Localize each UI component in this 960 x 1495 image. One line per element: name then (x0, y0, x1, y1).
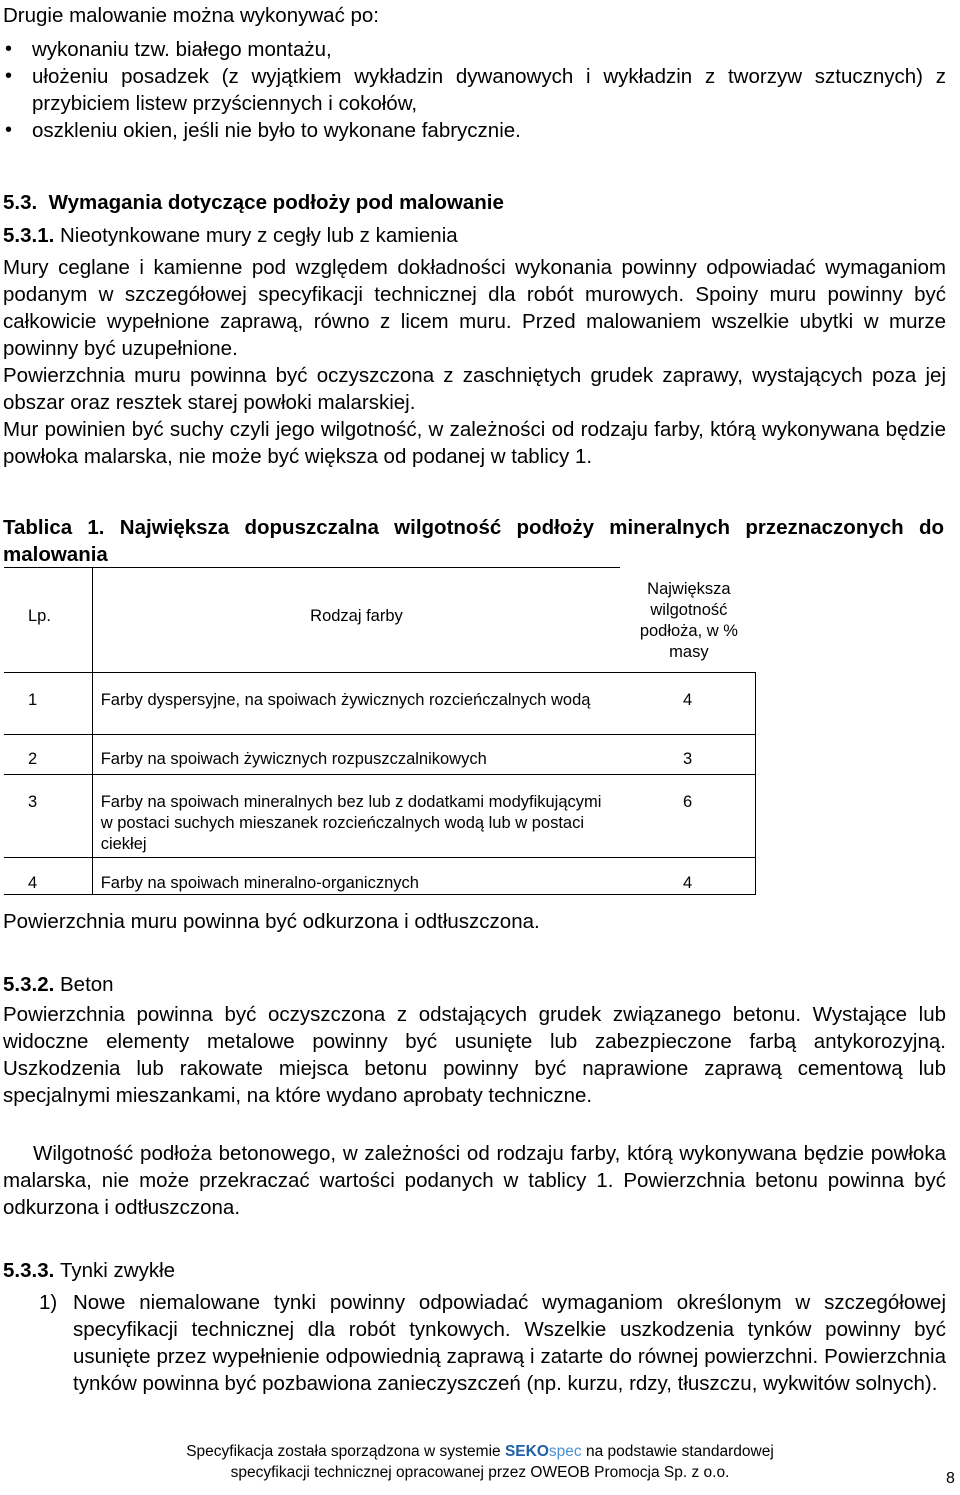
intro-text: Drugie malowanie można wykonywać po: (3, 4, 380, 27)
section-number: 5.3.2. (3, 973, 55, 996)
footer-line-2: specyfikacji technicznej opracowanej przez OWEOB Promocja Sp. z o.o. (230, 1464, 730, 1481)
cell-type: Farby na spoiwach mineralnych bez lub z dodatkami modyfikującymi w postaci suchych mieszanek rozcieńczalnych wodą lub w postaci ciekłej (92, 775, 620, 858)
cell-lp: 2 (4, 735, 92, 775)
list-item: • ułożeniu posadzek (z wyjątkiem wykładzin dywanowych i wykładzin z tworzyw sztucznych) z przybiciem listew przyściennych i cokołów, (5, 63, 946, 117)
cell-type: Farby na spoiwach mineralno-organicznych (92, 858, 620, 895)
paragraph: Mur powinien być suchy czyli jego wilgotność, w zależności od rodzaju farby, którą wykonywana będzie powłoka malarska, nie może być większa od podanej w tablicy 1. (3, 418, 946, 468)
header-lp: Lp. (4, 568, 92, 673)
item-text: Nowe niemalowane tynki powinny odpowiadać wymaganiom określonym w szczegółowej specyfikacji technicznej dla robót tynkowych. Wszelkie uszkodzenia tynków powinny być usunięte przez wypełnienie odpowiednią zaprawą i zatarte do równej powierzchni. Powierzchnia tynków powinna być pozbawiona zanieczyszczeń (np. kurzu, rdzy, tłuszczu, wykwitów solnych). (73, 1291, 946, 1395)
cell-value: 3 (620, 735, 755, 775)
header-type: Rodzaj farby (92, 568, 620, 673)
cell-value: 6 (620, 775, 755, 858)
cell-lp: 4 (4, 858, 92, 895)
item-number: 1) (39, 1291, 58, 1314)
footer-line-1 (0, 1441, 960, 1462)
section-heading-5-3-2 (3, 971, 114, 998)
cell-lp: 1 (4, 673, 92, 735)
cell-value: 4 (620, 858, 755, 895)
list-item: • wykonaniu tzw. białego montażu, (5, 36, 946, 63)
moisture-table (4, 567, 756, 895)
table-row (4, 673, 756, 735)
paragraph: Mury ceglane i kamienne pod względem dokładności wykonania powinny odpowiadać wymaganiom podanym w szczegółowej specyfikacji technicznej dla robót murowych. Spoiny muru powinny być całkowicie wypełnione zaprawą, równo z licem muru. Przed malowaniem wszelkie ubytki w murze powinny być uzupełnione. (3, 256, 946, 360)
page-footer (0, 1441, 960, 1483)
footer-text: na podstawie standardowej (585, 1443, 774, 1460)
section-title: Nieotynkowane mury z cegły lub z kamienia (60, 224, 458, 247)
cell-type: Farby na spoiwach żywicznych rozpuszczalnikowych (92, 735, 620, 775)
cell-value: 4 (620, 673, 755, 735)
table-row (4, 858, 756, 895)
table-row (4, 735, 756, 775)
table-caption: Tablica 1. Największa dopuszczalna wilgotność podłoży mineralnych przeznaczonych do malowania (3, 516, 944, 566)
cell-type: Farby dyspersyjne, na spoiwach żywicznych rozcieńczalnych wodą (92, 673, 620, 735)
section-heading-5-3 (3, 189, 504, 216)
list-item (3, 1289, 946, 1397)
sekospec-logo-part-1: SEKO (504, 1443, 549, 1460)
section-number: 5.3. (3, 191, 38, 214)
section-title: Beton (60, 973, 114, 996)
section-body-5-3-1 (3, 254, 946, 470)
section-title: Tynki zwykłe (60, 1259, 176, 1282)
numbered-list (3, 1289, 946, 1397)
list-item: • oszkleniu okien, jeśli nie było to wykonane fabrycznie. (5, 117, 946, 144)
section-heading-5-3-1 (3, 222, 458, 249)
table-row (4, 775, 756, 858)
after-table-text: Powierzchnia muru powinna być odkurzona i odtłuszczona. (3, 910, 540, 933)
section-number: 5.3.3. (3, 1259, 55, 1282)
section-heading-5-3-3 (3, 1257, 175, 1284)
sekospec-logo-part-2: spec (548, 1443, 582, 1460)
paragraph: Wilgotność podłoża betonowego, w zależności od rodzaju farby, którą wykonywana będzie powłoka malarska, nie może przekraczać wartości podanych w tablicy 1. Powierzchnia betonu powinna być odkurzona i odtłuszczona. (3, 1142, 946, 1219)
section-number: 5.3.1. (3, 224, 55, 247)
header-max: Największa wilgotność podłoża, w % masy (639, 579, 738, 661)
cell-lp: 3 (4, 775, 92, 858)
table-header-row (4, 568, 756, 673)
paragraph: Powierzchnia powinna być oczyszczona z odstających grudek związanego betonu. Wystające lub widoczne elementy metalowe powinny być usunięte lub zabezpieczone farbą antykorozyjną. Uszkodzenia lub rakowate miejsca betonu powinny być naprawione zaprawą cementową lub specjalnymi mieszankami, na które wydano aprobaty techniczne. (3, 1003, 946, 1107)
paragraph: Powierzchnia muru powinna być oczyszczona z zaschniętych grudek zaprawy, wystających poza jej obszar oraz resztek starej powłoki malarskiej. (3, 364, 946, 414)
bullet-list (5, 36, 946, 144)
page-number: 8 (946, 1470, 955, 1487)
footer-text: Specyfikacja została sporządzona w systemie (186, 1443, 501, 1460)
section-title: Wymagania dotyczące podłoży pod malowanie (48, 191, 504, 214)
